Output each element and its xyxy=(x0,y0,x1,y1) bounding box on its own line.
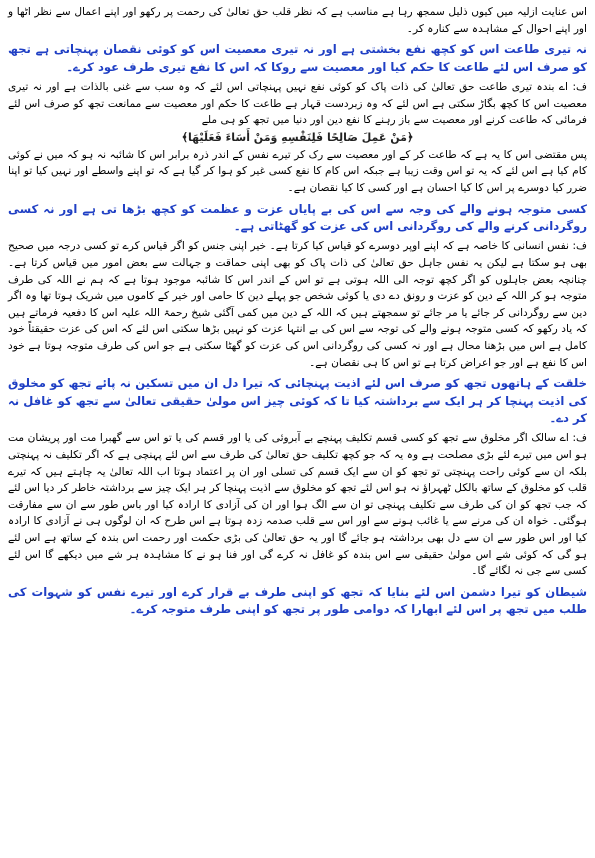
intro-paragraph: اس عنایت ازلیہ میں کیوں ذلیل سمجھ رہا ہے مناسب ہے کہ نظر قلب حق تعالیٰ کی رحمت پر رکھو اور اپنے اعمال سے نظر اٹھا و اور اپنے احوال کے مشاہدہ سے کنارہ کر۔ xyxy=(8,6,587,35)
commentary-obedience-continued: پس مقتضی اس کا یہ ہے کہ طاعت کر کے اور معصیت سے رک کر تیرے نفس کے اندر ذرہ برابر اس کا شائبہ نہ ہو کہ میں نے کوئی کام کیا ہے اس لئے کہ یہ تو اس وقت زیبا ہے جبکہ اس کام کا نفع کسی غیر کو ہوا کر گیا ہے کہ تو اپنے واسطے اور نہیں کیا تو اپنا ضرر کیا دوسرے پر اس کا کیا احسان ہے اور کسی کا کیا نقصان ہے۔ xyxy=(8,148,587,194)
commentary-creation: ف: اے سالک اگر مخلوق سے تجھ کو کسی قسم تکلیف پہنچے بے آبروئی کی یا اور قسم کی یا تو اس سے گھبرا مت اور پریشان مت ہو اس میں تیرے لئے بڑی مصلحت ہے وہ یہ کہ جو کچھ تکلیف حق تعالیٰ کی طرف سے اس لئے پہنچی ہے کہ اگر تکلیف نہ پہنچتی بلکہ ان سے کوئی راحت پہنچتی تو تجھ کو ان سے ایک قسم کی تسلی اور ان پر اعتماد ہوتا اب اللہ تعالیٰ یہ چاہتے ہیں کہ تیرے قلب کو مخلوق کے ساتھ بالکل ٹھہراؤ نہ ہو اس لئے تجھ کو مخلوق سے اذیت پہنچا کر ہر ایک چیز سے برداشتہ خاطر کر دیا اس لئے کہ جب تجھ کو ان کی طرف سے تکلیف پہنچی تو ان سے الگ ہوا اور ان کی آزادی کا ارادہ کیا اور باس طور سے ان سے مفارقت ہوگئی۔ خواہ ان کی مرنے سے یا غائب ہونے سے اور اس سے قلب صدمہ زدہ ہوتا ہے اس طرح کہ ان لوگوں ہی نے آزادی کا ارادہ کیا اور اس طور سے ان سے دل بھی برداشتہ ہو جائے گا اور یہ حق تعالیٰ کی بڑی حکمت اور رحمت اس بندہ کے ساتھ ہے اس لئے ہو گی کہ کوئی شے اس مولیٰ حقیقی سے اس بندہ کو غافل نہ کرے گی اور فنا ہو نے کا مشاہدہ ہر شے میں دیکھے گا اس لئے کسی سے جی نہ لگائے گا۔ xyxy=(8,432,587,578)
commentary-obedience: ف: اے بندہ تیری طاعت حق تعالیٰ کی ذات پاک کو کوئی نفع نہیں پہنچاتی اس لئے کہ وہ سب سے غنی بالذات ہے اور نہ تیری معصیت اس کا کچھ بگاڑ سکتی ہے اس لئے کہ وہ زبردست قہار ہے طاعت کا حکم اور معصیت سے ممانعت تجھ کو صرف اس لئے فرمائی کہ طاعت کرنے اور معصیت سے باز رہنے کا نفع دین اور دنیا میں تجھ کو ہی ملے xyxy=(8,81,587,127)
section-heading-satan: شیطان کو تیرا دشمن اس لئے بنایا کہ تجھ کو اپنی طرف بے قرار کرے اور تیرے نفس کو شہوات کی طلب میں تجھ پر اس لئے ابھارا کہ دوامی طور پر تجھ کو اپنی طرف متوجہ کرے۔ xyxy=(8,584,587,617)
quran-verse: ﴿مَنْ عَمِلَ صَالِحًا فَلِنَفْسِهِ وَمَنْ أَسَاءَ فَعَلَيْهَا﴾ xyxy=(181,130,414,144)
section-heading-honor: کسی متوجہ ہونے والے کی وجہ سے اس کی بے پایاں عزت و عظمت کو کچھ بڑھا تی ہے اور نہ کسی روگردانی کرنے والے کی روگردانی اس کی عزت کو گھٹاتی ہے۔ xyxy=(8,201,587,233)
commentary-honor: ف: نفس انسانی کا خاصہ ہے کہ اپنے اوپر دوسرے کو قیاس کیا کرتا ہے۔ خیر اپنی جنس کو اگر قیاس کرے تو کسی درجہ میں صحیح بھی ہو سکتا ہے لیکن یہ نفس جاہل حق تعالیٰ کی ذات پاک کو بھی اپنی حماقت و جہالت سے بعض امور میں قیاس کرتا ہے۔ چنانچہ بعض جاہلوں کو اگر کچھ توجہ الی اللہ ہوتی ہے تو اس کے اندر اس کا شائبہ موجود ہوتا ہے کہ ہم نے اللہ کی طرف متوجہ ہو کر اللہ کے دین کو عزت و رونق دے دی یا کوئی شخص جو پہلے دین کا حامی اور خیر کے کاموں میں شریک ہوتا تھا وہ اگر دین سے روگردانی کر جائے یا مر جائے تو سمجھتے ہیں کہ اللہ کے دین میں کمی آگئی شیخ رحمۃ اللہ علیہ اس کا دفعیہ فرماتے ہیں کہ یاد رکھو کہ کسی متوجہ ہونے والے کی توجہ سے اس کی بے انتہا عزت کو نہیں بڑھا سکتی اس لئے کہ اس کی عزت حقیقتاً خود کامل ہے اس میں بڑھنا محال ہے اور نہ کسی کی روگردانی اس کی عزت کو گھٹا سکتی ہے جو اس کی طرف متوجہ ہوتا ہے خود اس کا نفع ہے اور جو اعراض کرتا ہے تو اس کا ہی نقصان ہے۔ xyxy=(8,240,587,369)
section-heading-creation: خلقت کے ہاتھوں تجھ کو صرف اس لئے اذیت پہنچائی کہ تیرا دل ان میں تسکین نہ پائے تجھ کو مخلوق کی اذیت پہنچا کر ہر ایک سے برداشتہ کیا تا کہ کوئی چیز اس مولیٰ حقیقی تعالیٰ سے تجھ کو غافل نہ کر دے۔ xyxy=(8,376,587,425)
section-heading-obedience: نہ تیری طاعت اس کو کچھ نفع بخشتی ہے اور نہ تیری معصیت اس کو کوئی نقصان پہنچاتی ہے تجھ کو صرف اس لئے طاعت کا حکم کیا اور معصیت سے روکا کہ اس کا نفع تیری طرف عود کرے۔ xyxy=(8,42,587,74)
